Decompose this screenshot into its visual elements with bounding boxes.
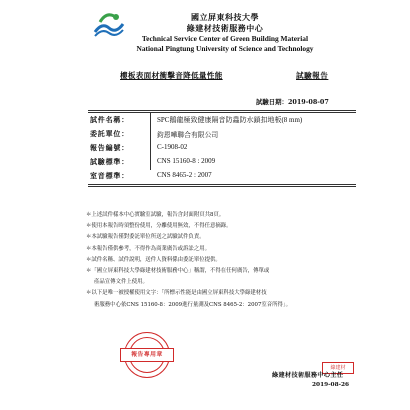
note-item: ＊以下是唯一被授權使用文字：「所標示性能是由國立屏東科技大學綠建材技 xyxy=(86,290,267,297)
note-item: ＊試件名稱、試件說明，送件人資料係由委託單位提供。 xyxy=(86,256,221,263)
note-item: 產品宣傳文件上使用。 xyxy=(94,279,148,286)
note-item: 術服務中心依CNS 15160-8：2009進行量測及CNS 8465-2：2007室音所得」。 xyxy=(94,301,292,308)
report-type: 試驗報告 xyxy=(296,71,329,80)
note-item: ＊上述試件樣本中心實驗室試驗，報告含封面附頁共8頁。 xyxy=(86,212,225,218)
signatory-title: 綠建材技術服務中心主任 xyxy=(272,372,344,379)
director-square-seal: 綠建材 xyxy=(322,362,354,374)
report-title: 樓板表面材衝擊音降低量性能 xyxy=(120,71,223,80)
label-client: 委託單位： xyxy=(90,129,129,138)
center-name-zh: 綠建材技術服務中心 xyxy=(186,23,264,33)
value-report-number: C-1908-02 xyxy=(157,143,188,151)
label-test-standard: 試驗標準： xyxy=(90,157,129,166)
note-item: ＊使用本報告時須整份使用，分離使用無效，不得任意摘錄。 xyxy=(86,223,232,230)
label-report-number: 報告編號： xyxy=(90,143,129,152)
label-rating-standard: 室音標準： xyxy=(90,171,129,180)
notes-block xyxy=(86,210,348,311)
test-date: 試驗日期：2019-08-07 xyxy=(256,98,329,106)
value-specimen-name: SPC鵝龍極致健康隔音防蟲防水鎖扣地板(8 mm) xyxy=(157,116,303,124)
report-seal-band: 報告專用章 xyxy=(120,348,174,362)
value-test-standard: CNS 15160-8 : 2009 xyxy=(157,157,216,165)
note-item: ＊「國立屏東科技大學綠建材技術服務中心」稱謂，不得在任何廣告，傳單或 xyxy=(86,268,270,275)
note-item: ＊本試驗報告僅對委託單位所送之試驗試件負責。 xyxy=(86,234,205,241)
table-top-rule xyxy=(88,110,356,113)
table-divider xyxy=(150,112,151,170)
table-bottom-rule xyxy=(88,184,356,187)
value-rating-standard: CNS 8465-2 : 2007 xyxy=(157,171,212,179)
label-specimen-name: 試件名稱： xyxy=(90,115,129,124)
note-item: ＊本報告僅供參考，不得作為商業廣告或訴訟之用。 xyxy=(86,245,210,252)
signature-date: 2019-08-26 xyxy=(312,382,350,388)
value-client: 鈞恩嘩聯合有限公司 xyxy=(157,131,219,139)
university-name-en: National Pingtung University of Science and Technology xyxy=(136,44,314,53)
center-name-en: Technical Service Center of Green Building Material xyxy=(141,34,309,43)
org-name-zh: 國立屏東科技大學 xyxy=(191,12,259,22)
